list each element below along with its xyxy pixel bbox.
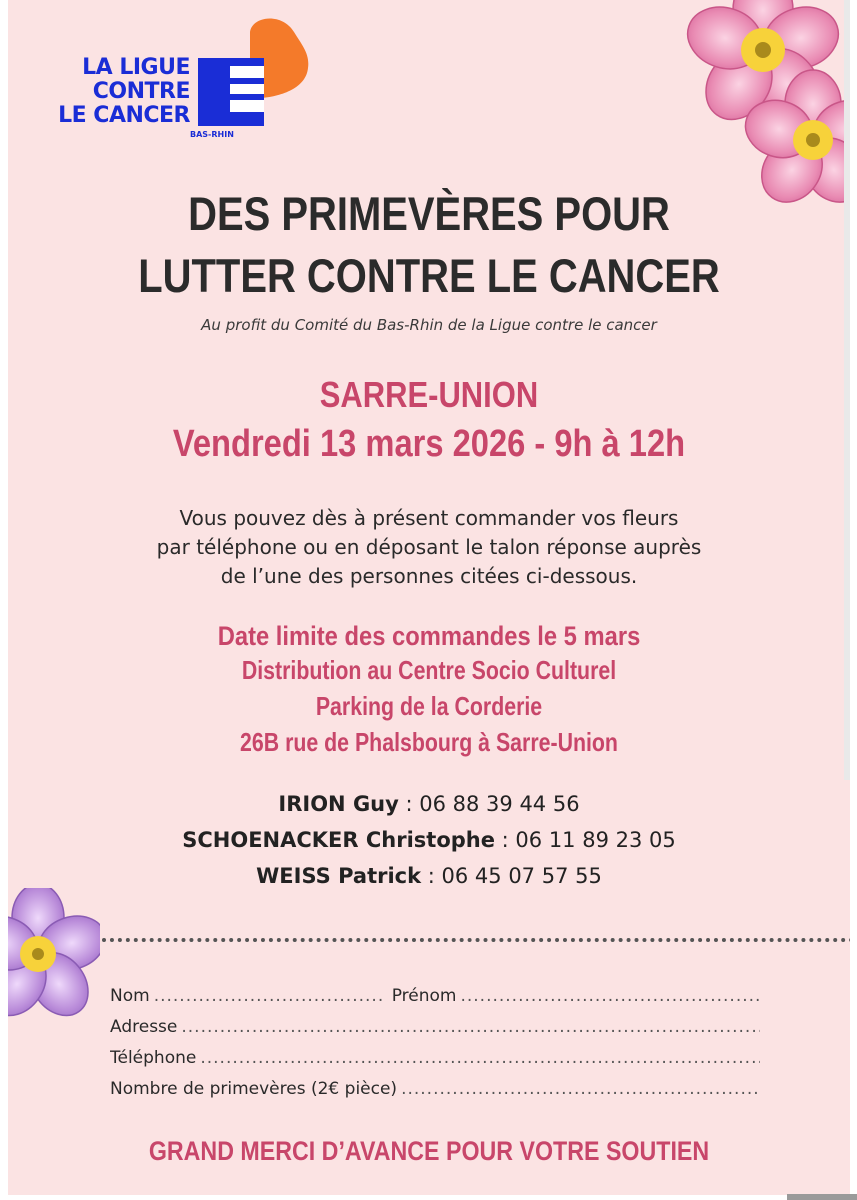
telephone-label: Téléphone <box>110 1048 197 1068</box>
form-row-address <box>110 1012 760 1043</box>
logo-line: CONTRE <box>92 79 190 104</box>
contact-phone: : 06 11 89 23 05 <box>495 828 676 852</box>
title-line-2: LUTTER CONTRE LE CANCER <box>138 249 720 302</box>
intro-line: de l’une des personnes citées ci-dessous. <box>220 564 638 588</box>
distribution-info <box>84 652 774 760</box>
thanks-message: GRAND MERCI D’AVANCE POUR VOTRE SOUTIEN <box>148 1136 710 1166</box>
distribution-line: Parking de la Corderie <box>315 691 543 721</box>
nom-label: Nom <box>110 986 150 1006</box>
order-deadline: Date limite des commandes le 5 mars <box>217 621 641 651</box>
ligue-logo <box>30 18 330 143</box>
form-row-name <box>110 981 760 1012</box>
cut-line <box>102 938 850 942</box>
event-date: Vendredi 13 mars 2026 - 9h à 12h <box>172 423 686 465</box>
contact-name: SCHOENACKER Christophe <box>182 828 495 852</box>
adresse-label: Adresse <box>110 1017 178 1037</box>
page-title <box>71 183 787 307</box>
logo-region: BAS-RHIN <box>190 130 234 139</box>
contact-item <box>8 786 850 822</box>
telephone-field[interactable] <box>200 1043 760 1074</box>
intro-text <box>8 504 850 591</box>
intro-line: Vous pouvez dès à présent commander vos fleurs <box>179 506 679 530</box>
quantite-label: Nombre de primevères (2€ pièce) <box>110 1079 398 1099</box>
contact-list <box>8 786 850 894</box>
event-location: SARRE-UNION <box>319 374 539 415</box>
logo-line: LE CANCER <box>58 103 190 128</box>
form-row-quantity <box>110 1074 760 1105</box>
title-line-1: DES PRIMEVÈRES POUR <box>188 187 670 240</box>
contact-phone: : 06 45 07 57 55 <box>421 864 602 888</box>
form-row-phone <box>110 1043 760 1074</box>
page-subtitle: Au profit du Comité du Bas-Rhin de la Ligue contre le cancer <box>201 316 657 334</box>
contact-item <box>8 822 850 858</box>
distribution-line: 26B rue de Phalsbourg à Sarre-Union <box>240 727 618 757</box>
prenom-label: Prénom <box>391 986 457 1006</box>
intro-line: par téléphone ou en déposant le talon réponse auprès <box>156 535 702 559</box>
contact-phone: : 06 88 39 44 56 <box>398 792 580 816</box>
primrose-flower-icon <box>8 888 100 1022</box>
order-form <box>110 981 760 1105</box>
nom-field[interactable] <box>154 981 386 1012</box>
flyer-page <box>8 0 850 1195</box>
logo-heart-icon <box>190 18 315 143</box>
scrollbar-thumb[interactable] <box>787 1194 857 1200</box>
adresse-field[interactable] <box>181 1012 760 1043</box>
logo-line: LA LIGUE <box>82 55 190 80</box>
contact-name: IRION Guy <box>278 792 399 816</box>
logo-wordmark <box>30 56 190 128</box>
distribution-line: Distribution au Centre Socio Culturel <box>241 655 617 685</box>
quantite-field[interactable] <box>401 1074 760 1105</box>
contact-item <box>8 858 850 894</box>
prenom-field[interactable] <box>460 981 760 1012</box>
contact-name: WEISS Patrick <box>256 864 422 888</box>
scrollbar-track[interactable] <box>844 0 850 780</box>
